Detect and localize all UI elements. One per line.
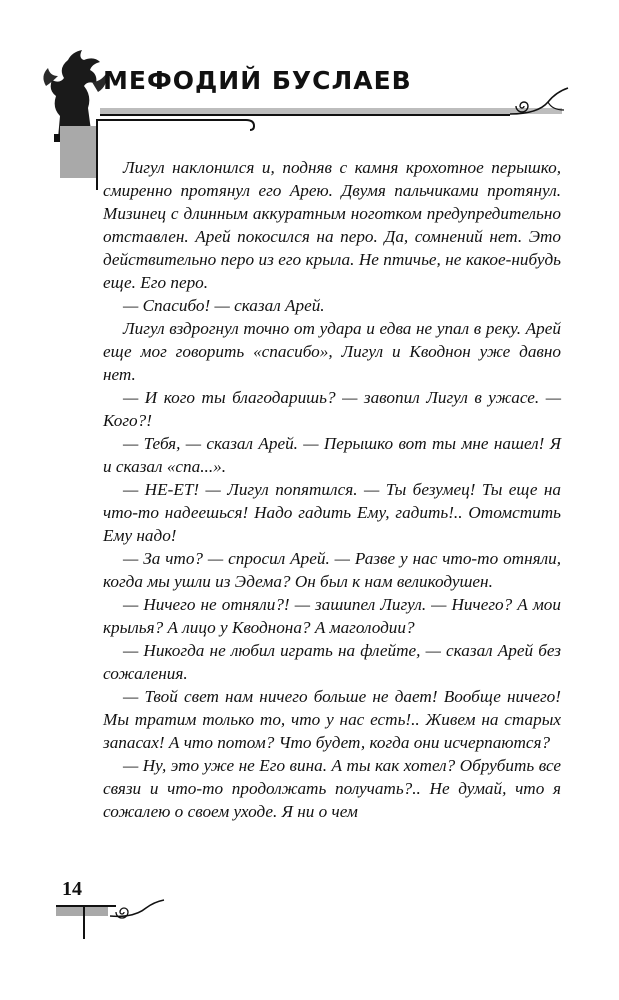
footer-vertical-rule — [83, 905, 85, 939]
paragraph: — Твой свет нам ничего больше не дает! Вообще ничего! Мы тратим только то, что у нас есть!.. Живем на старых запасах! А что потом? Что будет, когда они исчерпаются? — [103, 687, 561, 752]
footer-gray-block — [56, 907, 108, 916]
running-header-title: МЕФОДИЙ БУСЛАЕВ — [103, 66, 412, 95]
corner-hook-rule — [96, 118, 256, 132]
paragraph: — И кого ты благодаришь? — завопил Лигул в ужасе. — Кого?! — [103, 388, 561, 430]
footer-horizontal-rule — [56, 905, 116, 907]
paragraph: Лигул вздрогнул точно от удара и едва не упал в реку. Арей еще мог говорить «спасибо», Лигул и Кводнон уже давно нет. — [103, 319, 561, 384]
corner-gray-block — [60, 126, 96, 178]
paragraph: — За что? — спросил Арей. — Разве у нас что-то отняли, когда мы ушли из Эдема? Он был к нам великодушен. — [103, 549, 561, 591]
paragraph: Лигул наклонился и, подняв с камня крохотное перышко, смиренно протянул его Арею. Двумя пальчиками протянул. Мизинец с длинным аккуратным ноготком предупредительно отставлен. Арей покосился на перо. Да, сомнений нет. Это действительно перо из его крыла. Не птичье, не какое-нибудь еще. Его перо. — [103, 158, 561, 292]
paragraph: — НЕ-ЕТ! — Лигул попятился. — Ты безумец! Ты еще на что-то надеешься! Надо гадить Ему, гадить!.. Отомстить Ему надо! — [103, 480, 561, 545]
paragraph: — Спасибо! — сказал Арей. — [123, 296, 325, 315]
page-number: 14 — [62, 878, 82, 900]
header-rule — [100, 114, 510, 116]
paragraph: — Тебя, — сказал Арей. — Перышко вот ты мне нашел! Я и сказал «спа...». — [103, 434, 561, 476]
body-text — [103, 156, 561, 823]
paragraph: — Ничего не отняли?! — зашипел Лигул. — Ничего? А мои крылья? А лицо у Кводнона? А маголодии? — [103, 595, 561, 637]
swirl-ornament-icon — [108, 896, 166, 922]
swirl-ornament-icon — [508, 84, 572, 118]
paragraph: — Никогда не любил играть на флейте, — сказал Арей без сожаления. — [103, 641, 561, 683]
paragraph: — Ну, это уже не Его вина. А ты как хотел? Обрубить все связи и что-то продолжать получать?.. Не думай, что я сожалею о своем уходе. Я ни о чем — [103, 756, 561, 821]
